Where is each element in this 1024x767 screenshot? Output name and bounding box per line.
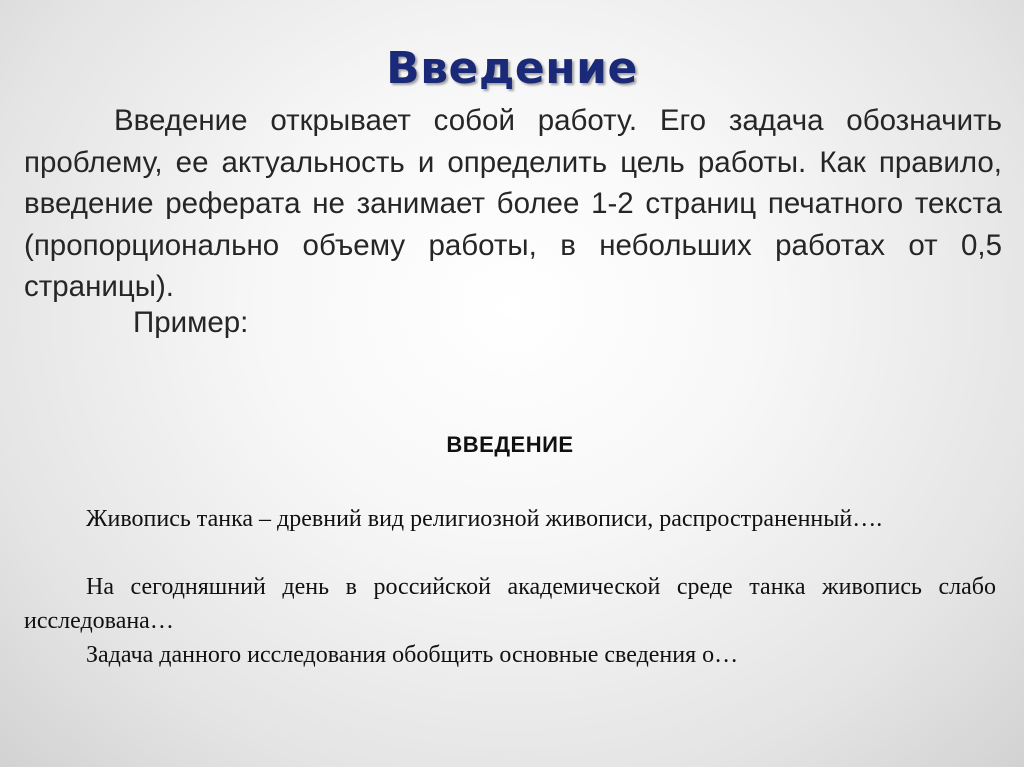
slide-title: Введение [386, 43, 638, 95]
intro-description: Введение открывает собой работу. Его задача обозначить проблему, ее актуальность и определить цель работы. Как правило, введение реферата не занимает более 1-2 страниц печатного текста (пропорционально объему работы, в небольших работах от 0,5 страницы). [24, 104, 1002, 303]
example-paragraph: Живопись танка – древний вид религиозной живописи, распространенный…. [86, 506, 883, 532]
example-paragraph: Задача данного исследования обобщить основные сведения о… [86, 642, 739, 668]
example-heading: ВВЕДЕНИЕ [446, 432, 574, 457]
example-label: Пример: [133, 306, 249, 339]
example-paragraph: На сегодняшний день в российской академической среде танка живопись слабо исследована… [24, 574, 996, 634]
